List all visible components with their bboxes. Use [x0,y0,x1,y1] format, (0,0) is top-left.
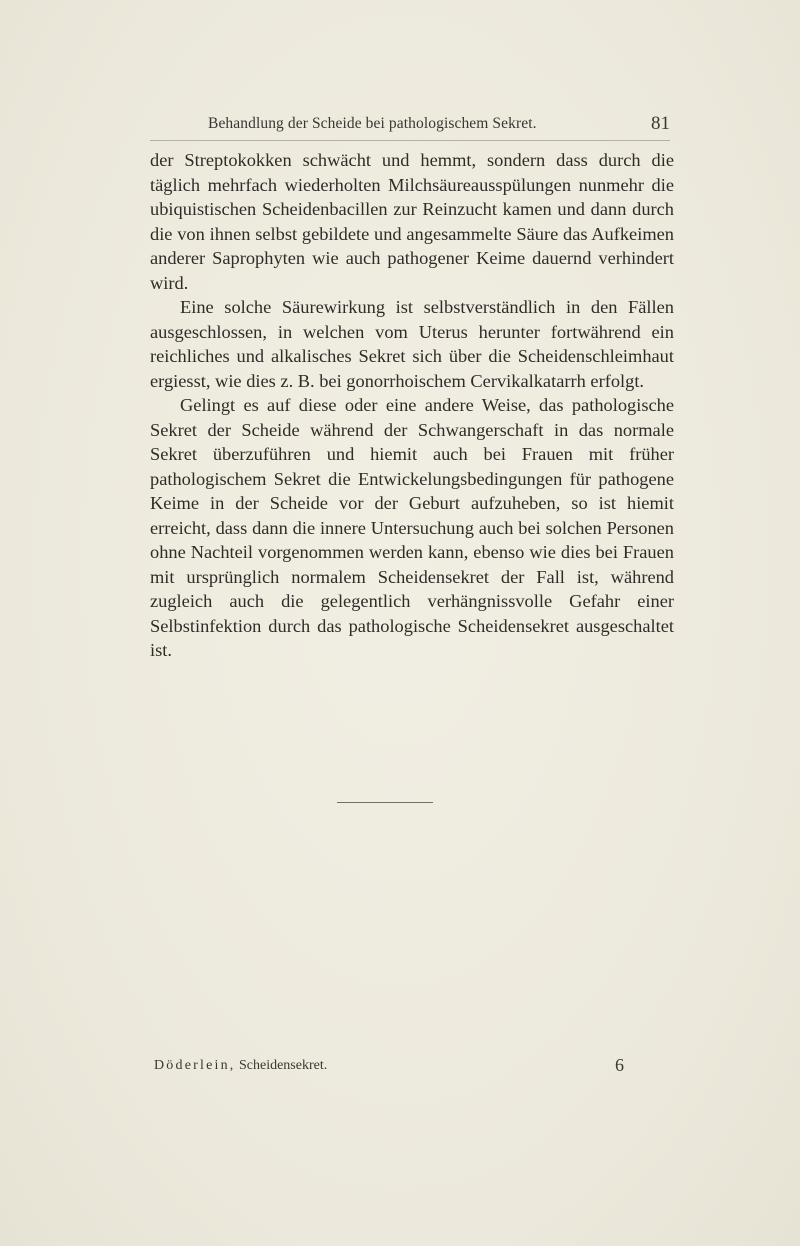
paragraph: Gelingt es auf diese oder eine andere Weise, das pathologische Sekret der Scheide während der Schwangerschaft in das normale Sekret überzuführen und hiemit auch bei Frauen mit früher pathologischem Sekret die Entwickelungsbedingungen für pathogene Keime in der Scheide vor der Geburt aufzuheben, so ist hiemit erreicht, dass dann die innere Untersuchung auch bei solchen Personen ohne Nachteil vorgenommen werden kann, ebenso wie dies bei Frauen mit ursprünglich normalem Scheidensekret der Fall ist, während zugleich auch die gelegentlich verhängnissvolle Gefahr einer Selbstinfektion durch das pathologische Scheidensekret ausgeschaltet ist. [150,395,674,660]
running-title: Behandlung der Scheide bei pathologischem Sekret. [208,115,537,132]
header-rule [150,140,670,141]
paragraph: Eine solche Säurewirkung ist selbstverständlich in den Fällen ausgeschlossen, in welchen vom Uterus herunter fortwährend ein reichliches und alkalisches Sekret sich über die Scheidenschleimhaut ergiesst, wie dies z. B. bei gonorrhoischem Cervikalkatarrh erfolgt. [150,297,674,391]
footer [154,1055,624,1075]
paragraph: der Streptokokken schwächt und hemmt, sondern dass durch die täglich mehrfach wiederholten Milchsäureausspülungen nunmehr die ubiquistischen Scheidenbacillen zur Reinzucht kamen und dann durch die von ihnen selbst gebildete und angesammelte Säure das Aufkeimen anderer Saprophyten wie auch pathogener Keime dauernd verhindert wird. [150,150,674,293]
signature-mark: 6 [615,1055,624,1075]
footer-work: Scheidensekret. [238,1058,328,1073]
footer-author: Döderlein, [154,1058,236,1073]
page-number: 81 [651,113,670,134]
section-end-rule [337,802,433,803]
body-text [150,148,674,663]
